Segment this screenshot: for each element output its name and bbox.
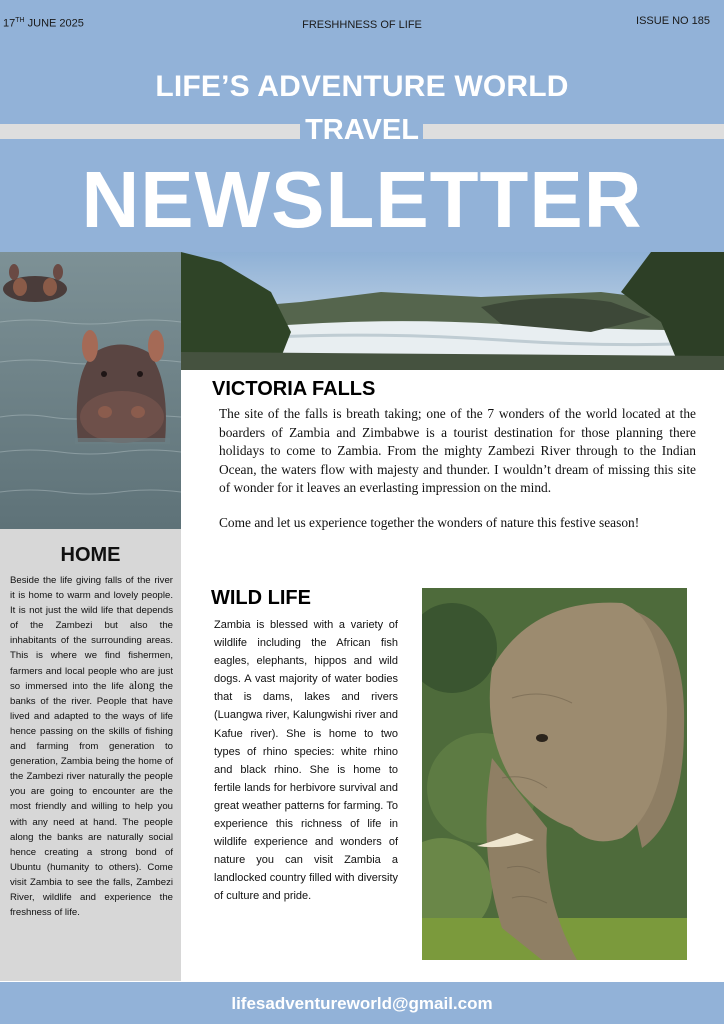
- tagline: FRESHHNESS OF LIFE: [302, 19, 422, 31]
- home-heading: HOME: [60, 544, 121, 566]
- date-ordinal-suffix: TH: [15, 17, 25, 24]
- wild-life-paragraph: Zambia is blessed with a variety of wildlife including the African fish eagles, elephants, hippos and wild dogs. A vast majority of water bodies that is dams, lakes and rivers (Luangwa river, Kalungwishi river and Kafue river). She is home to two types of rhino species: white rhino and black rhino. She is home to fertile lands for herbivore survival and great weather patterns for farming. To experience this richness of life in wildlife experience and wonders of nature you can visit Zambia a landlocked country filled with diversity of culture and pride.: [214, 619, 398, 903]
- contact-email[interactable]: lifesadventureworld@gmail.com: [231, 994, 493, 1013]
- victoria-falls-heading: VICTORIA FALLS: [212, 378, 376, 400]
- victoria-falls-invitation: Come and let us experience together the wonders of nature this festive season!: [219, 515, 640, 530]
- home-emphasis-word: along: [128, 679, 155, 692]
- hippo-photo: [0, 252, 181, 529]
- falls-illustration: [181, 252, 724, 370]
- victoria-falls-paragraph: The site of the falls is breath taking; one of the 7 wonders of the world located at the boarders of Zambia and Zimbabwe is a tourist destination for those planning there holidays to come to Zambia. From the mighty Zambezi River through to the Indian Ocean, the waters flow with majesty and thunder. I wouldn’t dream of missing this site of wonder for it leaves an everlasting impression on the mind.: [219, 406, 696, 496]
- wild-life-heading: WILD LIFE: [211, 587, 311, 609]
- title-newsletter: NEWSLETTER: [81, 155, 643, 244]
- elephant-illustration: [422, 588, 687, 960]
- title-brand: LIFE’S ADVENTURE WORLD: [155, 70, 569, 103]
- victoria-falls-photo: [181, 252, 724, 370]
- elephant-photo: [422, 588, 687, 960]
- home-paragraph: Beside the life giving falls of the river it is home to warm and lovely people. It is not just the wild life that depends of the Zambezi but also the inhabitants of the surrounding areas. This is where we find fishermen, farmers and local people who are just so immersed into the life along the banks of the river. People that have lived and adapted to the ways of life hence passing on the skills of fishing and farming from generation to generation, Zambia being the home of the Zambezi river naturally the people you are going to encounter are the most friendly and willing to help you with any need at hand. The people along the banks are naturally social hence creating a strong bond of Ubuntu (humanity to others). Come visit Zambia to see the falls, Zambezi River, wildlife and experience the freshness of life.: [10, 575, 173, 919]
- title-travel: TRAVEL: [305, 114, 419, 146]
- issue-date: 17TH JUNE 2025: [3, 17, 84, 30]
- hippo-illustration: [0, 252, 181, 529]
- issue-number: ISSUE NO 185: [636, 15, 710, 27]
